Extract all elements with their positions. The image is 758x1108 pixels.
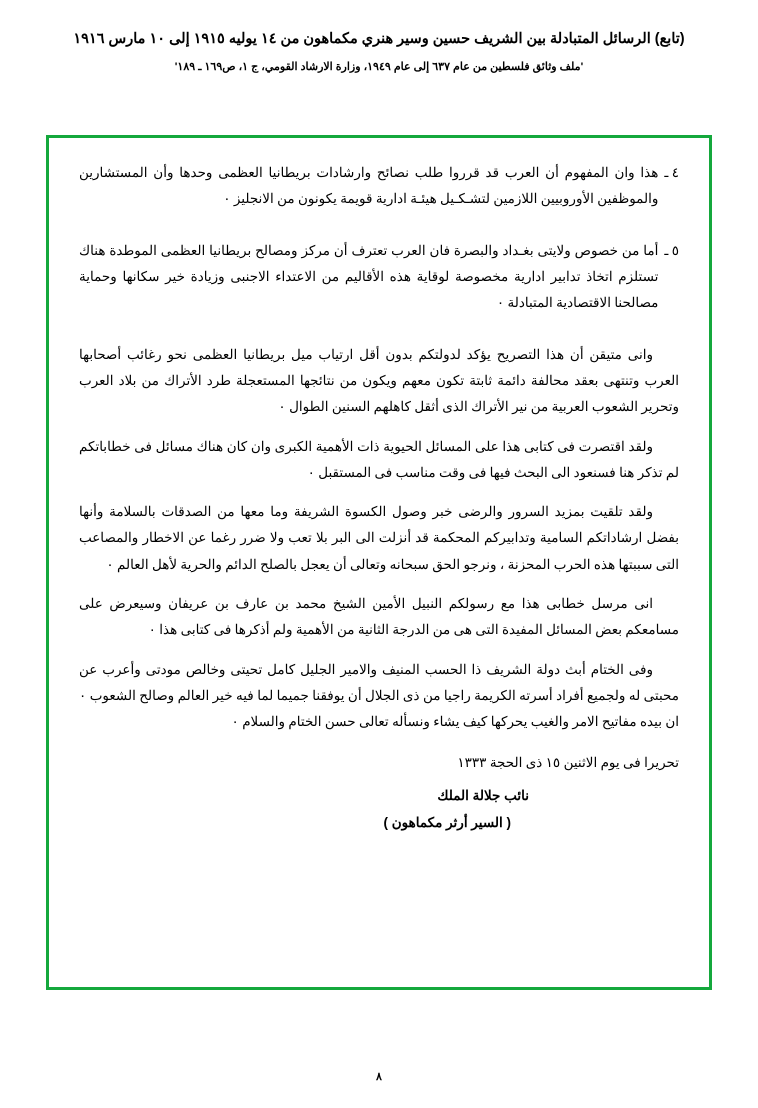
paragraph: ولقد تلقيت بمزيد السرور والرضى خبر وصول الكسوة الشريفة وما معها من الصدقات بالسلامة وأنها بفضل ارشاداتكم السامية وتدابيركم المحكمة قد أنزلت الى البر بلا تعب ولا ضرر رغما عن الاخطار والمصاعب التى سببتها هذه الحرب المحزنة ، ونرجو الحق سبحانه وتعالى أن يعجل بالصلح الدائم والحرية لأهل العالم ٠ — [79, 504, 679, 572]
paragraph: وفى الختام أبث دولة الشريف ذا الحسب المنيف والامير الجليل كامل تحيتى وخالص مودتى وأعرب عن محبتى له ولجميع أفراد أسرته الكريمة راجيا من ذى الجلال أن يوفقنا جميما لما فيه خير العالم وصالح الشعوب ٠ ان بيده مفاتيح الامر والغيب يحركها كيف يشاء ونسأله تعالى حسن الختام والسلام ٠ — [79, 661, 679, 730]
closing-date-line: تحريرا فى يوم الاثنين ١٥ ذى الحجة ١٣٣٣ — [457, 754, 679, 770]
document-body — [79, 160, 679, 836]
paragraph: ولقد اقتصرت فى كتابى هذا على المسائل الحيوية ذات الأهمية الكبرى وان كان هناك مسائل فى خطاباتكم لم تذكر هنا فسنعود الى البحث فيها فى وقت مناسب فى المستقبل ٠ — [79, 438, 679, 480]
content-frame — [46, 135, 712, 990]
header-subtitle: 'ملف وثائق فلسطين من عام ٦٣٧ إلى عام ١٩٤٩، وزارة الارشاد القومي، ج ١، ص١٦٩ ـ ١٨٩' — [174, 60, 584, 73]
numbered-item — [79, 238, 679, 330]
numbered-item — [79, 160, 679, 226]
paragraph: وانى متيقن أن هذا التصريح يؤكد لدولتكم بدون أقل ارتياب ميل بريطانيا العظمى نحو رغائب أصحابها العرب وتنتهى بعقد محالفة دائمة ثابتة تكون معهم ويكون من نتائجها المستعجلة طرد الأتراك من بلاد العرب وتحرير الشعوب العربية من نير الأتراك الذى أثقل كاهلهم السنين الطوال ٠ — [79, 346, 679, 415]
page-number: ٨ — [376, 1071, 382, 1083]
item-number: ٤ ـ — [664, 165, 679, 180]
item-text: أما من خصوص ولايتى بغـداد والبصرة فان العرب تعترف أن مركز ومصالح بريطانيا العظمى الموطدة هناك تستلزم اتخاذ تدابير ادارية مخصوصة لوقاية هذه الأقاليم من الاعتداء الاجنبى وزيادة خير سكانها وحماية مصالحنا الاقتصادية المتبادلة ٠ — [79, 242, 659, 311]
signature-block — [79, 782, 679, 836]
item-number: ٥ ـ — [664, 242, 679, 258]
signature-name: ( السير أرثر مكماهون ) — [383, 814, 511, 830]
paragraph: انى مرسل خطابى هذا مع رسولكم النبيل الأمين الشيخ محمد بن عارف بن عريفان وسيعرض على مسامعكم بعض المسائل المفيدة التى هى من الدرجة الثانية من الأهمية ولم أذكرها فى كتابى هذا ٠ — [79, 596, 679, 638]
header-title: (تابع) الرسائل المتبادلة بين الشريف حسين وسير هنري مكماهون من ١٤ يوليه ١٩١٥ إلى ١٠ مارس ١٩١٦ — [73, 31, 685, 47]
signature-title: نائب جلالة الملك — [437, 787, 529, 803]
page-footer — [0, 1070, 758, 1083]
document-page — [0, 30, 758, 1108]
item-text: هذا وان المفهوم أن العرب قد قرروا طلب نصائح وارشادات بريطانيا العظمى وحدها وأن المستشارين والموظفين الأوروبيين اللازمين لتشـكـيل هيئـة ادارية قويمة يكونون من الانجليز ٠ — [79, 165, 659, 207]
page-header — [0, 30, 758, 74]
